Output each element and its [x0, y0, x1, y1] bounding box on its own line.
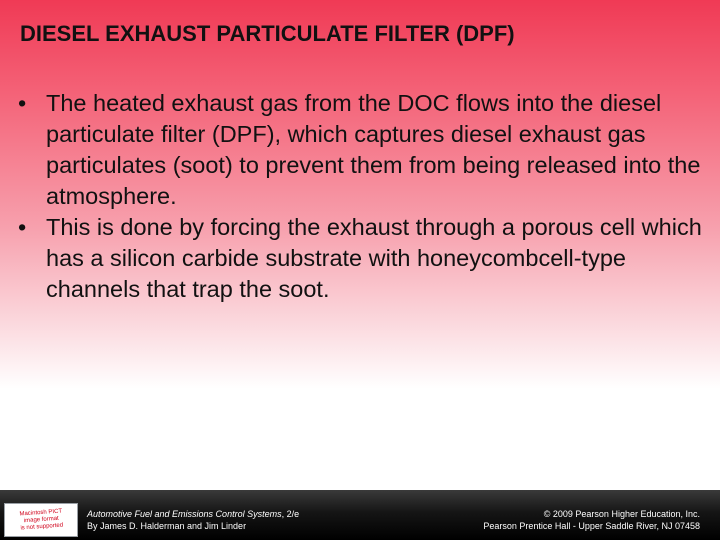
bullet-marker: • [18, 214, 27, 240]
placeholder-line: is not supported [19, 522, 63, 531]
bullet-text: This is done by forcing the exhaust through a porous cell which has a silicon carbide substrate with honeycombcell-type channels that trap the soot. [46, 214, 702, 302]
slide-title: DIESEL EXHAUST PARTICULATE FILTER (DPF) [20, 21, 515, 46]
bullet-item [18, 88, 708, 212]
bullet-marker: • [18, 90, 27, 116]
book-authors: By James D. Halderman and Jim Linder [87, 521, 247, 531]
book-title-line [87, 508, 299, 520]
placeholder-line: Macintosh PICT [18, 508, 62, 518]
bullet-text: The heated exhaust gas from the DOC flows into the diesel particulate filter (DPF), which captures diesel exhaust gas particulates (soot) to prevent them from being released into the atmosphere. [46, 90, 701, 209]
bullet-item [18, 212, 708, 305]
footer-book-info [87, 508, 299, 532]
placeholder-line: image format [23, 515, 59, 524]
copyright-text: © 2009 Pearson Higher Education, Inc. [543, 509, 700, 519]
bullet-list [18, 88, 708, 305]
book-title: Automotive Fuel and Emissions Control Systems [87, 509, 282, 519]
book-edition: , 2/e [281, 509, 300, 519]
publisher-text: Pearson Prentice Hall - Upper Saddle River, NJ 07458 [483, 521, 700, 531]
unsupported-image-placeholder [4, 503, 78, 537]
footer-copyright [483, 508, 700, 532]
footer-bar [0, 490, 720, 540]
placeholder-text [19, 508, 63, 532]
